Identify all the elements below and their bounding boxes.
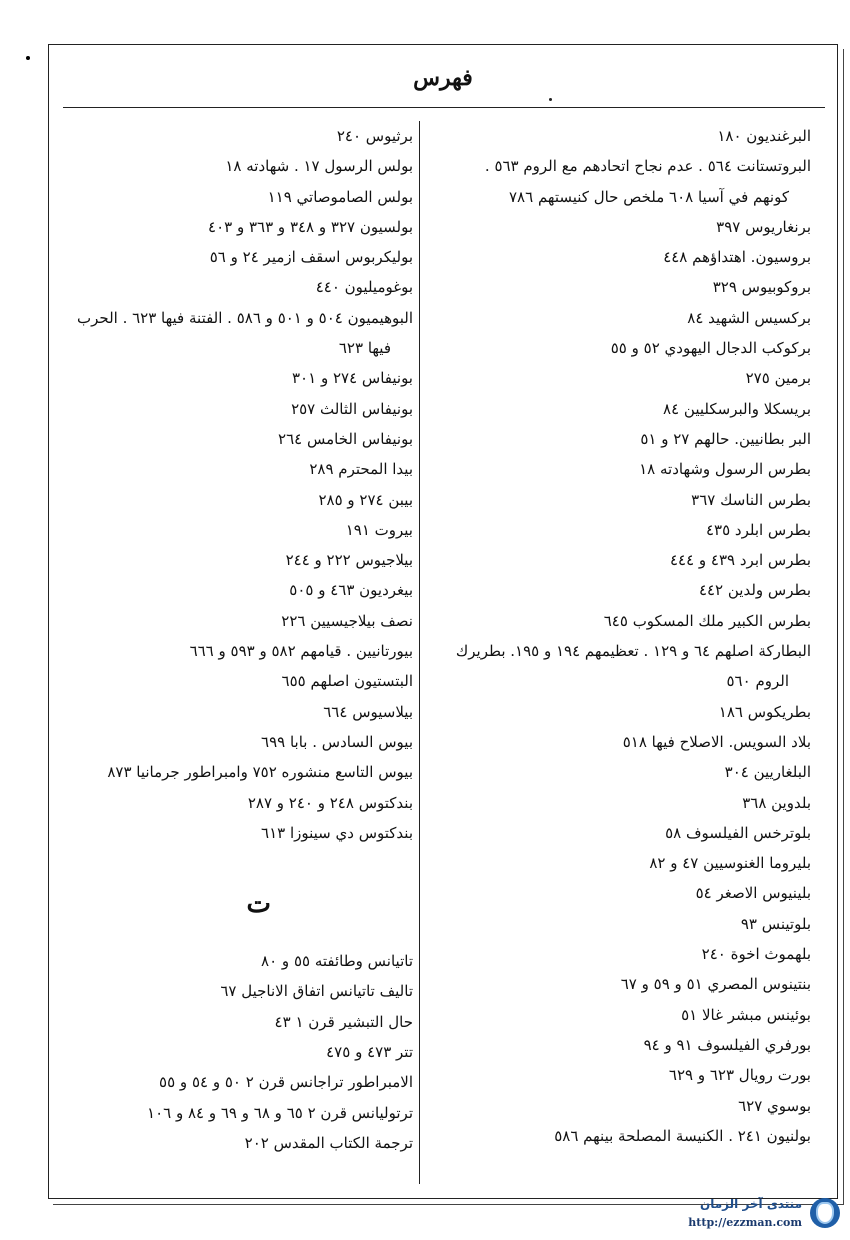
index-entry: الامبراطور تراجانس قرن ٢ ٥٠ و ٥٤ و ٥٥	[159, 1073, 413, 1092]
index-entry: بطرس ولدين ٤٤٢	[698, 581, 811, 600]
index-entry: بوليكربوس اسقف ازمير ٢٤ و ٥٦	[209, 248, 413, 267]
index-entry: بروكوبيوس ٣٢٩	[712, 278, 811, 297]
index-entry: البر بطانيين. حالهم ٢٧ و ٥١	[640, 429, 811, 448]
page-frame	[48, 44, 838, 1199]
index-entry: بورفري الفيلسوف ٩١ و ٩٤	[643, 1035, 811, 1054]
index-entry: بيدا المحترم ٢٨٩	[309, 460, 413, 479]
site-watermark	[670, 1196, 840, 1236]
index-entry: فيها ٦٢٣	[338, 339, 391, 358]
section-letter: ت	[246, 889, 271, 920]
margin-dot	[26, 56, 30, 60]
index-entry: حال التبشير قرن ١ ٤٣	[274, 1012, 413, 1031]
index-entry: البتستيون اصلهم ٦٥٥	[281, 672, 413, 691]
index-entry: بلوتينس ٩٣	[740, 914, 811, 933]
index-entry: البلغاريين ٣٠٤	[724, 763, 811, 782]
index-entry: بنتينوس المصري ٥١ و ٥٩ و ٦٧	[620, 975, 811, 994]
index-entry: البرغنديون ١٨٠	[717, 127, 811, 145]
forum-logo-icon	[810, 1198, 840, 1228]
index-entry: بيلاجيوس ٢٢٢ و ٢٤٤	[285, 551, 413, 570]
index-entry: بندكتوس ٢٤٨ و ٢٤٠ و ٢٨٧	[247, 793, 413, 812]
index-entry: بيبن ٢٧٤ و ٢٨٥	[318, 490, 413, 509]
index-entry: البطاركة اصلهم ٦٤ و ١٢٩ . تعظيمهم ١٩٤ و ١٩٥. بطريرك	[455, 642, 811, 661]
index-entry: بيلاسيوس ٦٦٤	[323, 702, 413, 721]
page-title: فهرس	[413, 65, 473, 91]
column-divider	[419, 121, 420, 1184]
index-entry: بليروما الغنوسيين ٤٧ و ٨٢	[649, 854, 811, 873]
index-entry: بركسيس الشهيد ٨٤	[687, 308, 811, 327]
index-entry: بريسكلا والبرسكليين ٨٤	[663, 399, 811, 418]
index-entry: بونيفاس ٢٧٤ و ٣٠١	[292, 369, 413, 388]
index-entry: بونيفاس الخامس ٢٦٤	[278, 429, 413, 448]
index-entry: تاليف تاتيانس اتفاق الاناجيل ٦٧	[220, 982, 413, 1001]
index-entry: بوسوي ٦٢٧	[738, 1096, 811, 1115]
index-entry: بطرس الكبير ملك المسكوب ٦٤٥	[603, 611, 811, 630]
index-entry: بولسيون ٣٢٧ و ٣٤٨ و ٣٦٣ و ٤٠٣	[208, 217, 413, 236]
index-entry: بورت رويال ٦٢٣ و ٦٢٩	[668, 1066, 811, 1085]
index-entry: نصف بيلاجيسيين ٢٢٦	[281, 611, 413, 630]
index-entry: بركوكب الدجال اليهودي ٥٢ و ٥٥	[610, 339, 811, 358]
index-column-right	[431, 121, 811, 1151]
index-entry: بونيفاس الثالث ٢٥٧	[291, 399, 413, 418]
index-entry: بوغوميليون ٤٤٠	[315, 278, 413, 297]
index-entry: البوهيميون ٥٠٤ و ٥٠١ و ٥٨٦ . الفتنة فيها ٦٢٣ . الحرب	[76, 308, 413, 327]
index-entry: بيورتانيين . قيامهم ٥٨٢ و ٥٩٣ و ٦٦٦	[189, 642, 413, 661]
index-entry: بيروت ١٩١	[345, 520, 413, 539]
index-entry: بولس الصاموصاتي ١١٩	[267, 187, 413, 206]
index-entry: بلينيوس الاصغر ٥٤	[695, 884, 811, 903]
index-entry: بيوس التاسع منشوره ٧٥٢ وامبراطور جرمانيا ٨٧٣	[107, 763, 413, 782]
index-entry: بلهموث اخوة ٢٤٠	[701, 945, 811, 964]
index-entry: بطريكوس ١٨٦	[718, 702, 811, 721]
index-entry: كونهم في آسيا ٦٠٨ ملخص حال كنيستهم ٧٨٦	[509, 187, 789, 206]
index-entry: الروم ٥٦٠	[726, 672, 789, 691]
watermark-site-name: منتدى آخر الزمان	[700, 1197, 802, 1211]
index-entry: بلاد السويس. الاصلاح فيها ٥١٨	[622, 732, 811, 751]
index-entry: تتر ٤٧٣ و ٤٧٥	[326, 1043, 413, 1062]
index-column-left	[73, 121, 413, 1158]
index-entry: تاتيانس وطائفته ٥٥ و ٨٠	[261, 952, 413, 971]
index-entry: بندكتوس دي سينوزا ٦١٣	[261, 823, 413, 842]
index-entry: ترجمة الكتاب المقدس ٢٠٢	[244, 1133, 413, 1152]
index-entry: برنغاريوس ٣٩٧	[716, 217, 811, 236]
index-entry: بروسيون. اهتداؤهم ٤٤٨	[663, 248, 811, 267]
index-entry: بطرس الرسول وشهادته ١٨	[639, 460, 811, 479]
index-entry: بيوس السادس . بابا ٦٩٩	[261, 732, 413, 751]
index-entry: برمين ٢٧٥	[745, 369, 811, 388]
index-entry: البروتستانت ٥٦٤ . عدم نجاح اتحادهم مع الروم ٥٦٣ .	[484, 157, 811, 176]
index-entry: بلوترخس الفيلسوف ٥٨	[665, 823, 811, 842]
watermark-url: http://ezzman.com	[688, 1216, 802, 1229]
index-entry: بطرس الناسك ٣٦٧	[691, 490, 811, 509]
index-entry: بطرس ابلرد ٤٣٥	[705, 520, 811, 539]
index-entry: بولنيون ٢٤١ . الكنيسة المصلحة بينهم ٥٨٦	[554, 1126, 811, 1145]
index-entry: بيغرديون ٤٦٣ و ٥٠٥	[289, 581, 413, 600]
title-rule-dot	[549, 98, 552, 101]
index-entry: ترتوليانس قرن ٢ ٦٥ و ٦٨ و ٦٩ و ٨٤ و ١٠٦	[147, 1103, 413, 1122]
index-entry: بطرس ابرد ٤٣٩ و ٤٤٤	[669, 551, 811, 570]
index-entry: بولس الرسول ١٧ . شهادته ١٨	[225, 157, 413, 176]
index-entry: بوئينس مبشر غالا ٥١	[681, 1005, 811, 1024]
index-entry: بلدوين ٣٦٨	[742, 793, 811, 812]
title-rule	[63, 107, 825, 108]
index-entry: برثيوس ٢٤٠	[336, 127, 413, 145]
